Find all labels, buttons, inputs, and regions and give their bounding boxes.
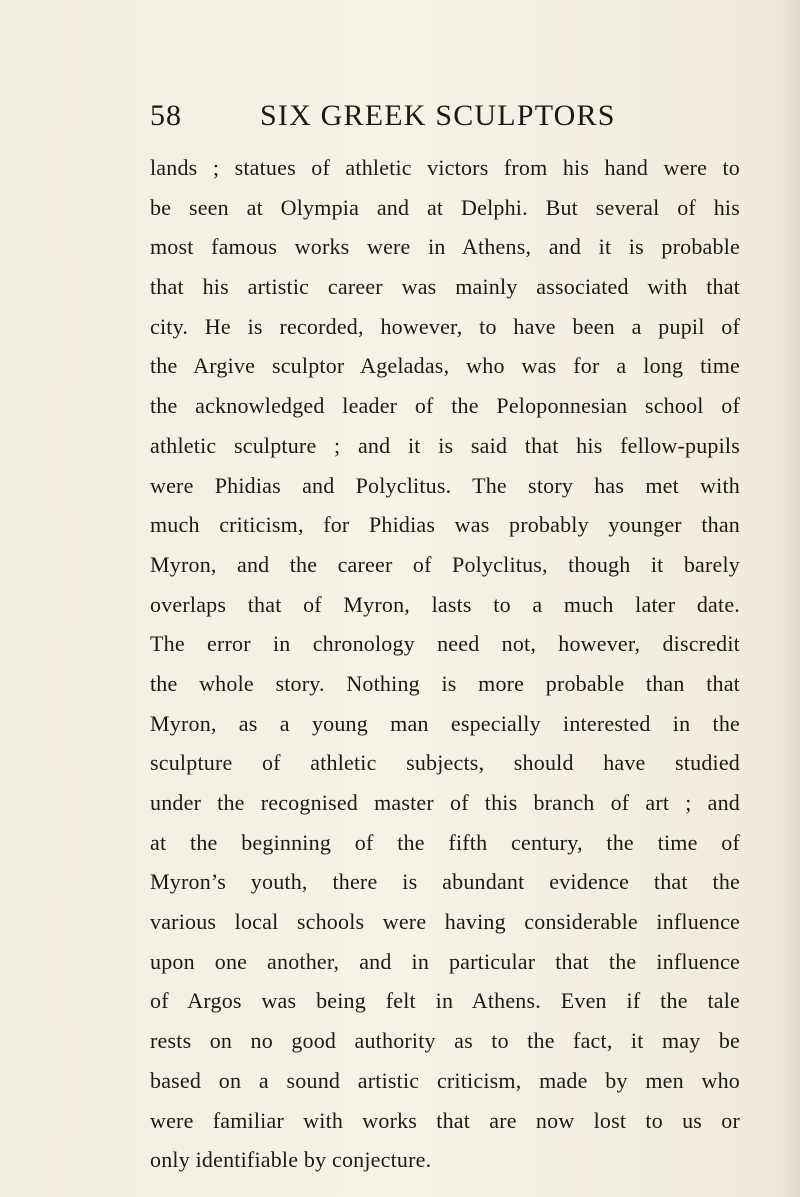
text-line: at the beginning of the fifth century, the time of <box>150 829 740 855</box>
text-line: were familiar with works that are now lost to us or <box>150 1107 740 1133</box>
text-line: Myron, and the career of Polyclitus, though it barely <box>150 551 740 577</box>
text-line: rests on no good authority as to the fact, it may be <box>150 1028 740 1054</box>
text-line: various local schools were having considerable influence <box>150 909 740 935</box>
running-title: SIX GREEK SCULPTORS <box>260 99 616 132</box>
text-line: city. He is recorded, however, to have been a pupil of <box>150 313 740 339</box>
running-head <box>150 96 710 136</box>
text-line: The error in chronology need not, however, discredit <box>150 631 740 657</box>
text-line: based on a sound artistic criticism, made by men who <box>150 1067 740 1093</box>
text-line: the Argive sculptor Ageladas, who was for a long time <box>150 353 740 379</box>
text-line: Myron, as a young man especially interested in the <box>150 710 740 736</box>
page-number: 58 <box>150 99 182 132</box>
text-line: most famous works were in Athens, and it is probable <box>150 234 740 260</box>
text-line: were Phidias and Polyclitus. The story has met with <box>150 472 740 498</box>
text-line: athletic sculpture ; and it is said that his fellow-pupils <box>150 432 740 458</box>
text-line: much criticism, for Phidias was probably younger than <box>150 512 740 538</box>
text-line: sculpture of athletic subjects, should have studied <box>150 750 740 776</box>
text-line: lands ; statues of athletic victors from his hand were to <box>150 155 740 180</box>
text-line: the whole story. Nothing is more probable than that <box>150 670 740 696</box>
text-line: only identifiable by conjecture. <box>150 1147 432 1173</box>
text-line: under the recognised master of this branch of art ; and <box>150 790 740 815</box>
text-line: be seen at Olympia and at Delphi. But several of his <box>150 194 740 220</box>
body-text <box>150 148 740 1180</box>
text-line: that his artistic career was mainly associated with that <box>150 274 740 300</box>
page-edge-shade <box>786 0 800 1197</box>
text-line: upon one another, and in particular that the influence <box>150 948 740 974</box>
text-line: Myron’s youth, there is abundant evidence that the <box>150 869 740 895</box>
text-line: overlaps that of Myron, lasts to a much later date. <box>150 591 740 617</box>
text-line: of Argos was being felt in Athens. Even if the tale <box>150 988 740 1014</box>
text-line: the acknowledged leader of the Peloponnesian school of <box>150 393 740 419</box>
